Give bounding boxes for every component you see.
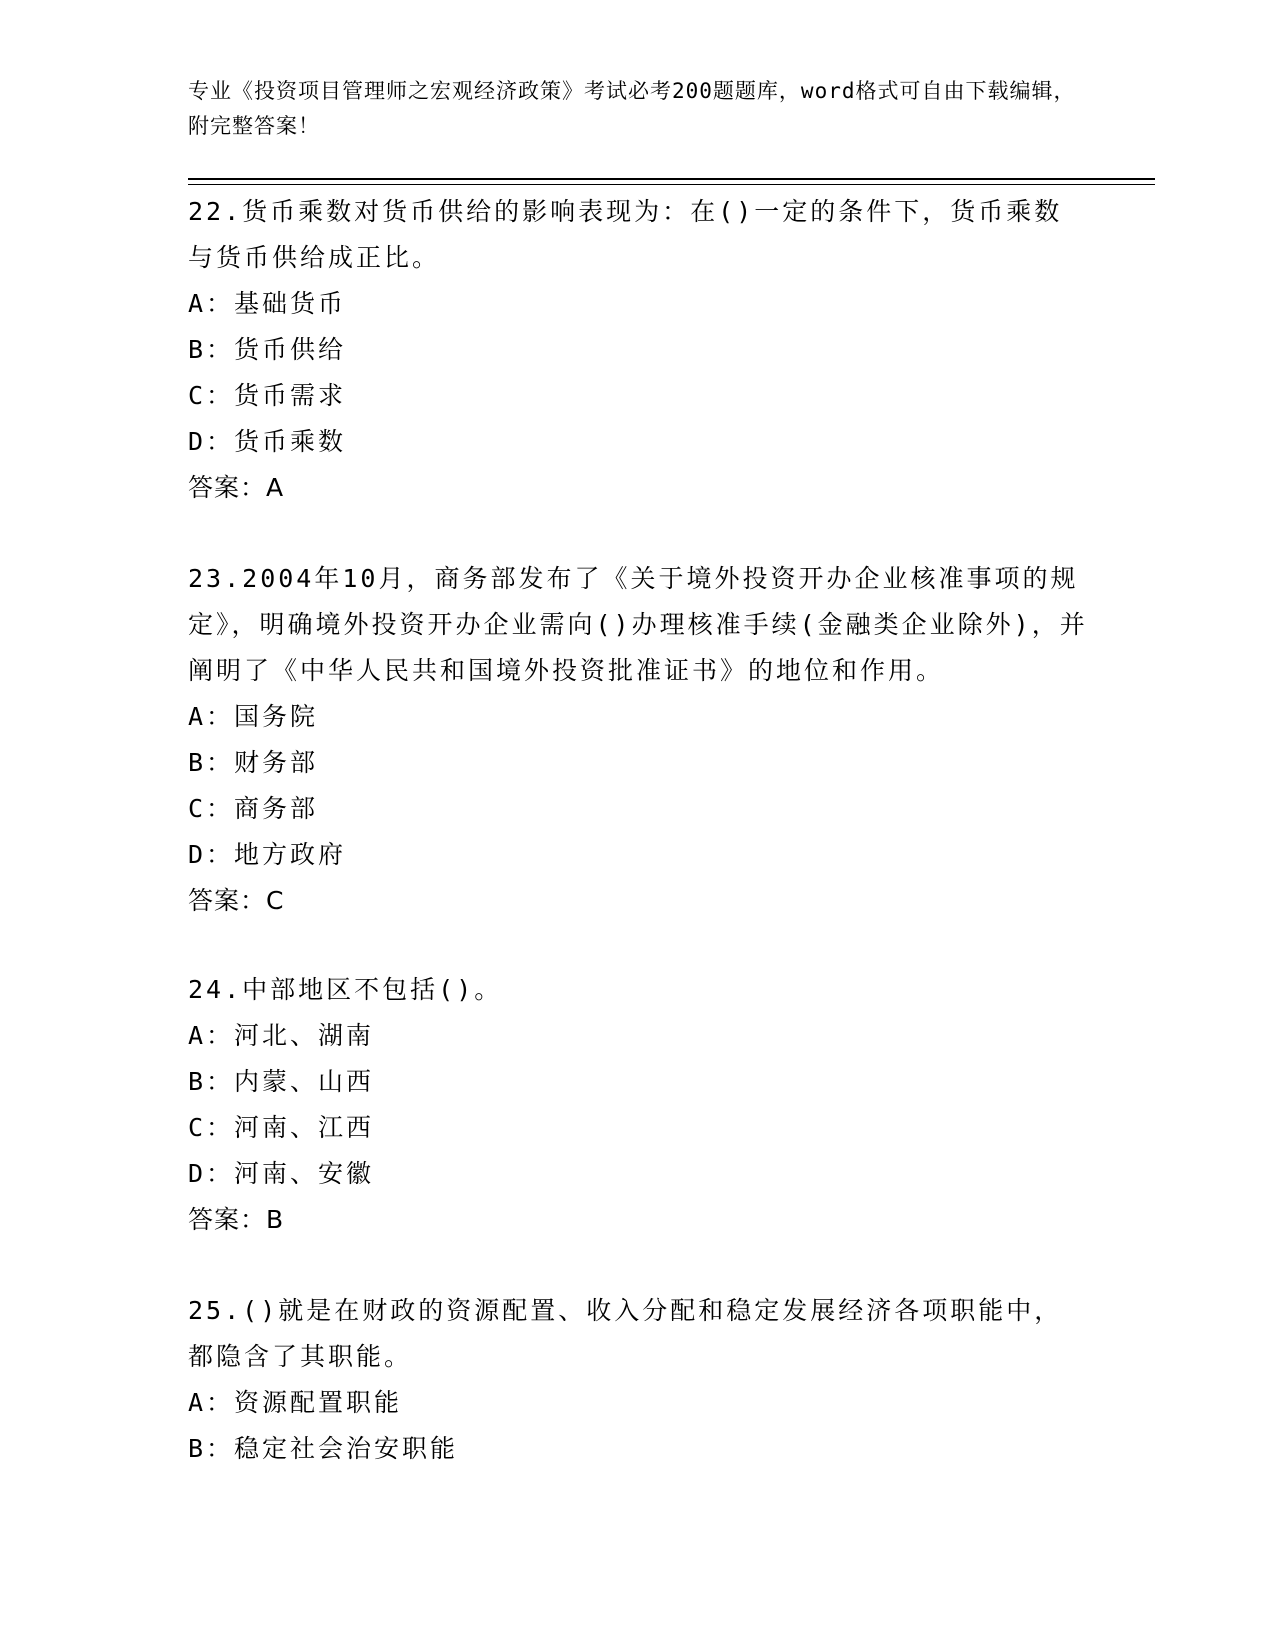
option-d: D：货币乘数 — [188, 427, 347, 456]
option-a: A：资源配置职能 — [188, 1388, 403, 1417]
question-stem: 23.2004年10月，商务部发布了《关于境外投资开办企业核准事项的规定》，明确境外投资开办企业需向()办理核准手续(金融类企业除外)，并阐明了《中华人民共和国境外投资批准证书》的地位和作用。 — [188, 564, 1088, 685]
option-b: B：内蒙、山西 — [188, 1067, 375, 1096]
header-divider — [188, 178, 1155, 180]
question-23 — [188, 556, 1088, 924]
answer: 答案：C — [188, 886, 285, 915]
option-a: A：河北、湖南 — [188, 1021, 375, 1050]
option-b: B：稳定社会治安职能 — [188, 1434, 459, 1463]
question-24 — [188, 967, 1088, 1243]
option-a: A：国务院 — [188, 702, 319, 731]
answer: 答案：B — [188, 1205, 285, 1234]
option-d: D：河南、安徽 — [188, 1159, 375, 1188]
document-intro: 专业《投资项目管理师之宏观经济政策》考试必考200题题库，word格式可自由下载编辑，附完整答案！ — [188, 79, 1076, 138]
option-d: D：地方政府 — [188, 840, 347, 869]
answer: 答案：A — [188, 473, 285, 502]
option-c: C：河南、江西 — [188, 1113, 375, 1142]
question-25 — [188, 1288, 1088, 1472]
question-stem: 22.货币乘数对货币供给的影响表现为：在()一定的条件下，货币乘数与货币供给成正比。 — [188, 197, 1063, 272]
option-c: C：商务部 — [188, 794, 319, 823]
header-divider-thin — [188, 184, 1155, 185]
option-b: B：货币供给 — [188, 335, 347, 364]
option-a: A：基础货币 — [188, 289, 347, 318]
question-22 — [188, 189, 1088, 511]
option-b: B：财务部 — [188, 748, 319, 777]
question-stem: 25.()就是在财政的资源配置、收入分配和稳定发展经济各项职能中，都隐含了其职能。 — [188, 1296, 1063, 1371]
question-stem: 24.中部地区不包括()。 — [188, 975, 503, 1004]
option-c: C：货币需求 — [188, 381, 347, 410]
